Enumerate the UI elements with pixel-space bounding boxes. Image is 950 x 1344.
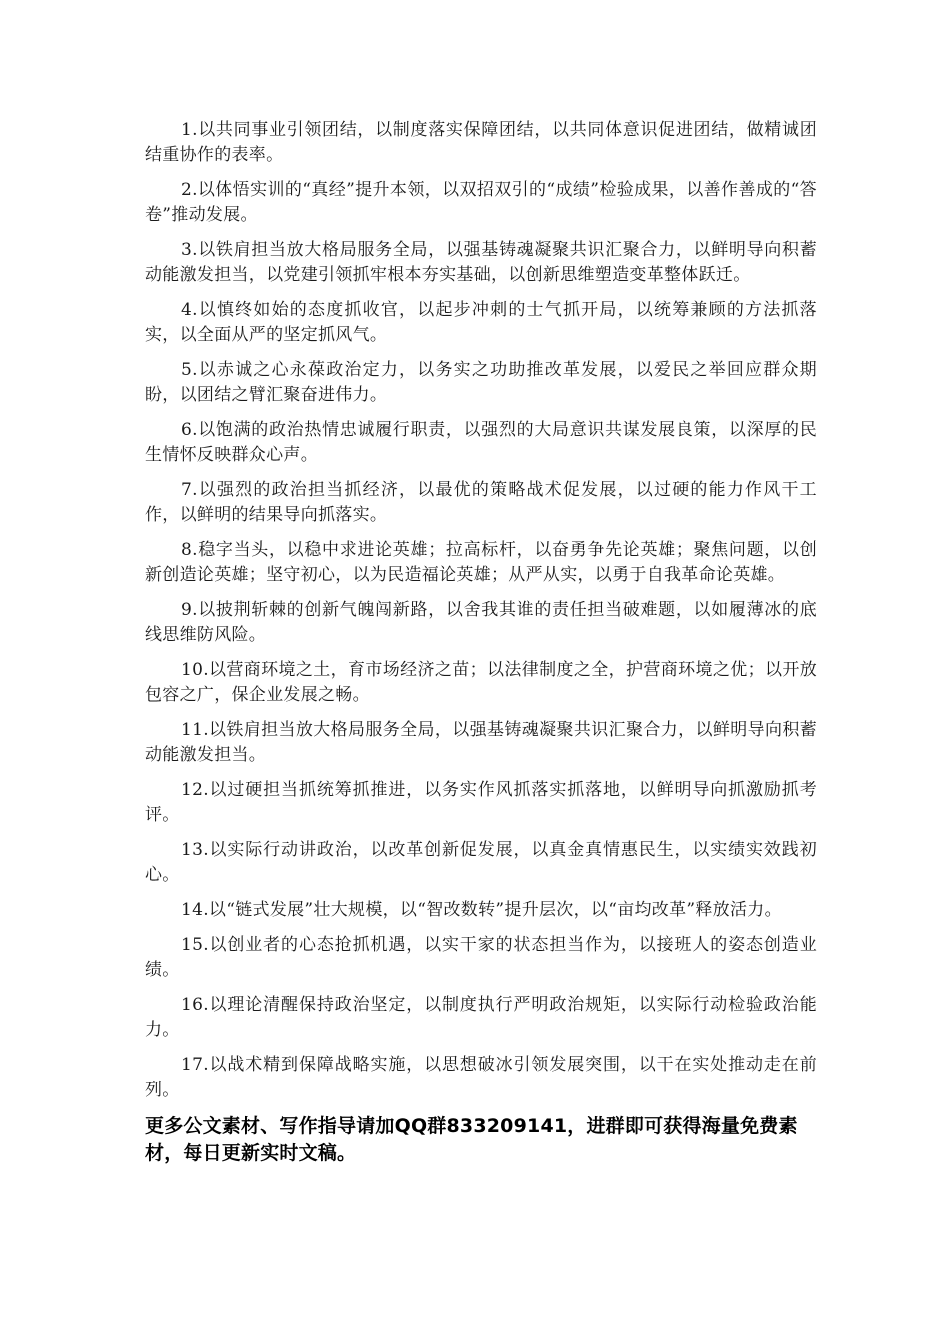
paragraph-5: 5.以赤诚之心永葆政治定力，以务实之功助推改革发展，以爱民之举回应群众期盼，以团结之臂汇聚奋进伟力。: [145, 360, 817, 405]
paragraph-9: 9.以披荆斩棘的创新气魄闯新路，以舍我其谁的责任担当破难题，以如履薄冰的底线思维防风险。: [145, 600, 817, 645]
paragraph-10: 10.以营商环境之土，育市场经济之苗；以法律制度之全，护营商环境之优；以开放包容之广，保企业发展之畅。: [145, 660, 817, 705]
paragraph-13: 13.以实际行动讲政治，以改革创新促发展，以真金真情惠民生，以实绩实效践初心。: [145, 840, 817, 885]
paragraph-17: 17.以战术精到保障战略实施，以思想破冰引领发展突围，以干在实处推动走在前列。: [145, 1055, 817, 1100]
paragraph-8: 8.稳字当头，以稳中求进论英雄；拉高标杆，以奋勇争先论英雄；聚焦问题，以创新创造论英雄；坚守初心，以为民造福论英雄；从严从实，以勇于自我革命论英雄。: [145, 540, 817, 585]
footer-promo-note: 更多公文素材、写作指导请加QQ群833209141，进群即可获得海量免费素材，每日更新实时文稿。: [145, 1115, 798, 1164]
paragraph-3: 3.以铁肩担当放大格局服务全局，以强基铸魂凝聚共识汇聚合力，以鲜明导向积蓄动能激发担当，以党建引领抓牢根本夯实基础，以创新思维塑造变革整体跃迁。: [145, 240, 817, 285]
paragraph-2: 2.以体悟实训的“真经”提升本领，以双招双引的“成绩”检验成果，以善作善成的“答卷”推动发展。: [145, 180, 817, 225]
paragraph-7: 7.以强烈的政治担当抓经济，以最优的策略战术促发展，以过硬的能力作风干工作，以鲜明的结果导向抓落实。: [145, 480, 817, 525]
paragraph-12: 12.以过硬担当抓统筹抓推进，以务实作风抓落实抓落地，以鲜明导向抓激励抓考评。: [145, 780, 817, 825]
paragraph-11: 11.以铁肩担当放大格局服务全局，以强基铸魂凝聚共识汇聚合力，以鲜明导向积蓄动能激发担当。: [145, 720, 817, 765]
document-page: [145, 118, 817, 1167]
paragraph-1: 1.以共同事业引领团结，以制度落实保障团结，以共同体意识促进团结，做精诚团结重协作的表率。: [145, 120, 817, 165]
paragraph-4: 4.以慎终如始的态度抓收官，以起步冲刺的士气抓开局，以统筹兼顾的方法抓落实，以全面从严的坚定抓风气。: [145, 300, 817, 345]
paragraph-15: 15.以创业者的心态抢抓机遇，以实干家的状态担当作为，以接班人的姿态创造业绩。: [145, 935, 817, 980]
paragraph-16: 16.以理论清醒保持政治坚定，以制度执行严明政治规矩，以实际行动检验政治能力。: [145, 995, 817, 1040]
paragraph-6: 6.以饱满的政治热情忠诚履行职责，以强烈的大局意识共谋发展良策，以深厚的民生情怀反映群众心声。: [145, 420, 817, 465]
paragraph-14: 14.以“链式发展”壮大规模，以“智改数转”提升层次，以“亩均改革”释放活力。: [181, 900, 782, 920]
